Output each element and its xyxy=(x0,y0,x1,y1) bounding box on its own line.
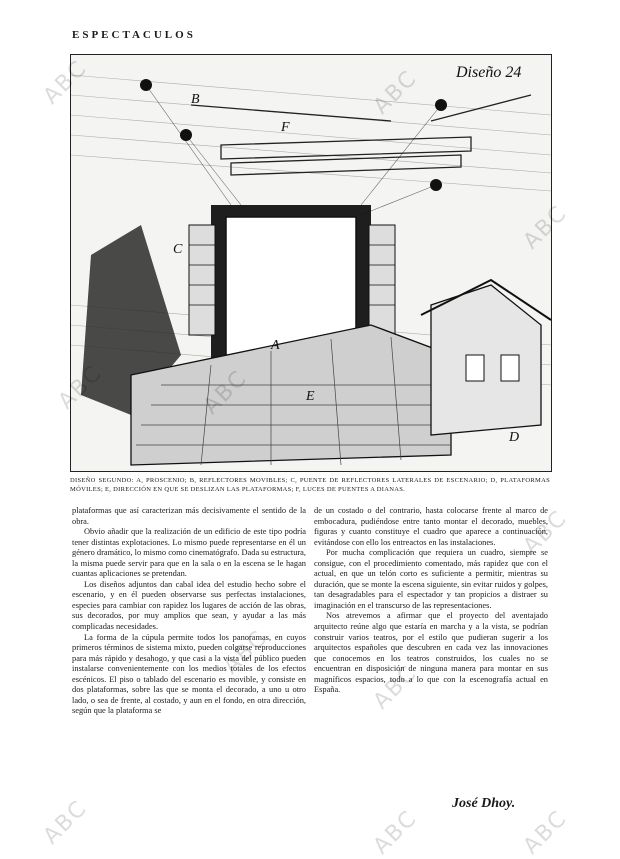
page-header: ESPECTACULOS xyxy=(72,29,196,41)
paragraph: Nos atrevemos a afirmar que el proyecto del aventajado arquitecto reúne algo que estaría en marcha y a la vista, se podrían construir varios teatros, por el estilo que pudieran sugerir a los arquitectos españoles que descubren en cada vez las innovaciones que conocemos en los teatros construidos, los cuales no se encuentran en disposición de ninguna manera para montar en sus magníficos espacios, todo a lo que con la escenografía actual en España. xyxy=(314,611,548,695)
label-c: C xyxy=(173,242,183,257)
label-d: D xyxy=(509,430,520,445)
article-column-left xyxy=(72,506,306,717)
paragraph: La forma de la cúpula permite todos los panoramas, en cuyos primeros términos de sistema mixto, pueden colgarse reproducciones para más rápido y desahogo, y que casi a la vista del público pueden instalarse convenientemente con los medios totales de los efectos escénicos. El piso o tablado del escenario es movible, y consiste en dos plataformas, sobre las que se monta el decorado, a uno u otro lado, o sea de frente, al costado, y aun en el fondo, en otra dirección, según que la plataforma se xyxy=(72,632,306,716)
label-b: B xyxy=(191,92,200,107)
paragraph: plataformas que así caracterizan más decisivamente el sentido de la obra. xyxy=(72,506,306,526)
watermark: ABC xyxy=(368,805,423,859)
paragraph: Los diseños adjuntos dan cabal idea del estudio hecho sobre el escenario, y en él pueden observarse sus perfectas instalaciones, especies para cambiar con rapidez los lugares de acción de las obras, sus decorados, por muy amplios que sean, y ayudar a las más complicadas necesidades. xyxy=(72,579,306,632)
stage-drawing xyxy=(71,55,551,471)
figure-caption: DISEÑO SEGUNDO: A, PROSCENIO; B, REFLECTORES MOVIBLES; C, PUENTE DE REFLECTORES LATERALES DE ESCENARIO; D, PLATAFORMAS MÓVILES; E, DIRECCIÓN EN QUE SE DESLIZAN LAS PLATAFORMAS; F, LUCES DE PUENTES A DIANAS. xyxy=(70,477,550,493)
watermark: ABC xyxy=(218,625,273,680)
article-column-right xyxy=(314,506,548,696)
watermark: ABC xyxy=(368,660,423,715)
watermark: ABC xyxy=(38,795,93,850)
stage-illustration xyxy=(70,54,552,472)
watermark: ABC xyxy=(518,505,573,560)
label-f: F xyxy=(281,120,290,135)
watermark: ABC xyxy=(38,55,93,110)
design-label: Diseño 24 xyxy=(456,64,522,81)
paragraph: Obvio añadir que la realización de un edificio de este tipo podría tener distintas explotaciones. Lo mismo puede representarse en él un género dramático, lo mismo como cinematógrafo. Dada su estructura, la misma puede servir para que en la sala o en la escena se le hagan cuantas aplicaciones se pretendan. xyxy=(72,527,306,579)
label-e: E xyxy=(306,389,315,404)
paragraph: Por mucha complicación que requiera un cuadro, siempre se consigue, con el procedimiento comentado, más rapidez que con el actual, en que un telón corto es suficiente a permitir, mientras su duración, que se monte la escena siguiente, sin evitar ruidos y golpes, tan desagradables para el espectador y tan propicios a distraer su imaginación en el transcurso de las representaciones. xyxy=(314,548,548,610)
label-a: A xyxy=(271,338,280,353)
author-signature: José Dhoy. xyxy=(452,796,516,811)
paragraph: de un costado o del contrario, hasta colocarse frente al marco de embocadura, pudiéndose entre tanto montar el decorado, muebles, figuras y cuanto constituye el cuadro que aparece a continuación, evitándose con ello los entreactos en las instalaciones. xyxy=(314,506,548,547)
watermark: ABC xyxy=(518,805,573,859)
